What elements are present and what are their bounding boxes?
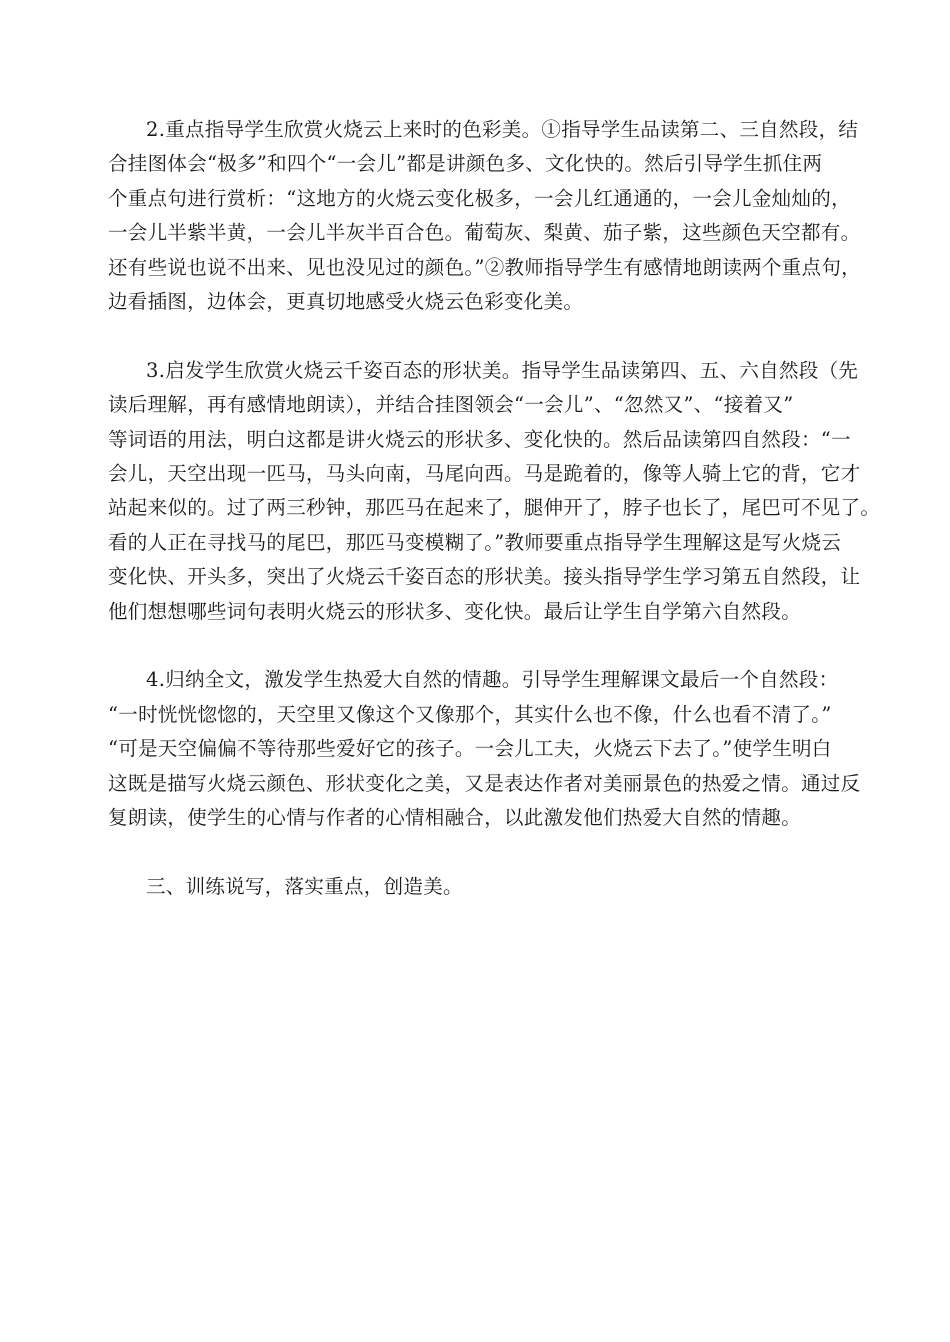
section-heading-3 <box>108 870 850 904</box>
text-line: 合挂图体会“极多”和四个“一会儿”都是讲颜色多、文化快的。然后引导学生抓住两 <box>108 152 823 176</box>
paragraph-2 <box>108 113 861 319</box>
text-line: 站起来似的。过了两三秒钟，那匹马在起来了，腿伸开了，脖子也长了，尾巴可不见了。 <box>108 496 881 520</box>
text-line: 3.启发学生欣赏火烧云千姿百态的形状美。指导学生品读第四、五、六自然段（先 <box>146 358 859 382</box>
document-body <box>108 113 881 904</box>
text-line: 复朗读，使学生的心情与作者的心情相融合，以此激发他们热爱大自然的情趣。 <box>108 806 802 830</box>
text-line: 4.归纳全文，激发学生热爱大自然的情趣。引导学生理解课文最后一个自然段： <box>146 668 839 692</box>
paragraph-4 <box>108 663 861 835</box>
text-line: 读后理解，再有感情地朗读），并结合挂图领会“一会儿”、“忽然又”、“接着又” <box>108 393 794 417</box>
text-line: 变化快、开头多，突出了火烧云千姿百态的形状美。接头指导学生学习第五自然段，让 <box>108 565 861 589</box>
text-line: 看的人正在寻找马的尾巴，那匹马变模糊了。”教师要重点指导学生理解这是写火烧云 <box>108 530 842 554</box>
text-line: 2.重点指导学生欣赏火烧云上来时的色彩美。①指导学生品读第二、三自然段，结 <box>146 118 859 141</box>
text-line: 会儿，天空出现一匹马，马头向南，马尾向西。马是跪着的，像等人骑上它的背，它才 <box>108 462 861 486</box>
text-line: 边看插图，边体会，更真切地感受火烧云色彩变化美。 <box>108 289 584 313</box>
text-line: 这既是描写火烧云颜色、形状变化之美，又是表达作者对美丽景色的热爱之情。通过反 <box>108 771 861 795</box>
text-line: 等词语的用法，明白这都是讲火烧云的形状多、变化快的。然后品读第四自然段：“一 <box>108 427 851 451</box>
section-heading: 三、训练说写，落实重点，创造美。 <box>146 874 463 898</box>
text-line: 他们想想哪些词句表明火烧云的形状多、变化快。最后让学生自学第六自然段。 <box>108 599 802 623</box>
text-line: 个重点句进行赏析：“这地方的火烧云变化极多，一会儿红通通的，一会儿金灿灿的， <box>108 186 851 210</box>
text-line: 还有些说也说不出来、见也没见过的颜色。”②教师指导学生有感情地朗读两个重点句， <box>108 255 861 279</box>
text-line: “一时恍恍惚惚的，天空里又像这个又像那个，其实什么也不像，什么也看不清了。” <box>108 702 832 726</box>
paragraph-3 <box>108 354 881 629</box>
text-line: “可是天空偏偏不等待那些爱好它的孩子。一会儿工夫，火烧云下去了。”使学生明白 <box>108 737 832 761</box>
text-line: 一会儿半紫半黄，一会儿半灰半百合色。葡萄灰、梨黄、茄子紫，这些颜色天空都有。 <box>108 221 861 245</box>
